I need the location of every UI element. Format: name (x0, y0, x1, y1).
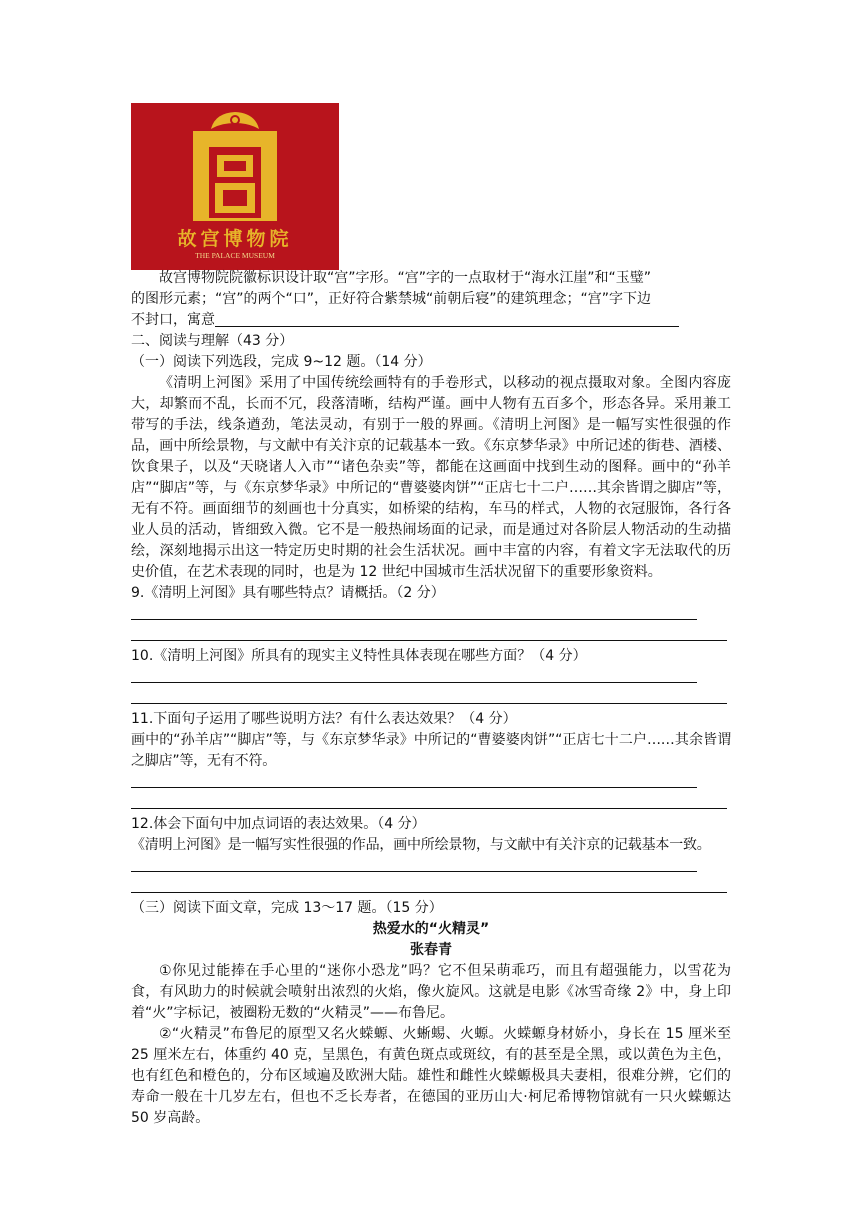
intro-line-1: 故宫博物院院徽标识设计取“宫”字形。“宫”字的一点取材于“海水江崖”和“玉璧” (159, 270, 652, 286)
answer-line[interactable] (131, 772, 731, 793)
question-12: 12.体会下面句中加点词语的表达效果。（4 分） (131, 816, 426, 832)
part1-title: （一）阅读下列选段，完成 9~12 题。（14 分） (131, 354, 432, 370)
article-paragraph-1: ①你见过能捧在手心里的“迷你小恐龙”吗？它不但呆萌乖巧，而且有超强能力，以雪花为食，有风助力的时候就会喷射出浓烈的火焰，像火旋风。这就是电影《冰雪奇缘 2》中，身上印着“火”字标记，被圈粉无数的“火精灵”——布鲁尼。 (131, 963, 731, 1021)
answer-line[interactable] (131, 793, 731, 814)
answer-blank[interactable] (215, 311, 679, 327)
passage-qingming: 《清明上河图》采用了中国传统绘画特有的手卷形式，以移动的视点摄取对象。全图内容庞大，却繁而不乱，长而不冗，段落清晰，结构严谨。画中人物有五百多个，形态各异。采用兼工带写的手法，线条遒劲，笔法灵动，有别于一般的界画。《清明上河图》是一幅写实性很强的作品，画中所绘景物，与文献中有关汴京的记载基本一致。《东京梦华录》中所记述的街巷、酒楼、饮食果子，以及“天晓诸人入市”“诸色杂卖”等，都能在这画面中找到生动的图释。画中的“孙羊店”“脚店”等，与《东京梦华录》中所记的“曹婆婆肉饼”“正店七十二户……其余皆谓之脚店”等，无有不符。画面细节的刻画也十分真实，如桥梁的结构，车马的样式，人物的衣冠服饰，各行各业人员的活动，皆细致入微。它不是一般热闹场面的记录，而是通过对各阶层人物活动的生动描绘，深刻地揭示出这一特定历史时期的社会生活状况。画中丰富的内容，有着文字无法取代的历史价值，在艺术表现的同时，也是为 12 世纪中国城市生活状况留下的重要形象资料。 (131, 375, 731, 580)
answer-line[interactable] (131, 856, 731, 877)
part3-title: （三）阅读下面文章，完成 13～17 题。（15 分） (131, 900, 443, 916)
intro-line-2: 的图形元素；“宫”的两个“口”，正好符合紫禁城“前朝后寝”的建筑理念；“宫”字下边 (131, 291, 652, 307)
question-11: 11.下面句子运用了哪些说明方法？有什么表达效果？（4 分） (131, 711, 517, 727)
answer-line[interactable] (131, 667, 731, 688)
question-11-quote: 画中的“孙羊店”“脚店”等，与《东京梦华录》中所记的“曹婆婆肉饼”“正店七十二户……其余皆谓之脚店”等，无有不符。 (131, 732, 731, 769)
article-title: 热爱水的“火精灵” (372, 921, 490, 937)
intro-line-3: 不封口，寓意 (131, 312, 215, 328)
article-author: 张春青 (410, 942, 452, 958)
question-10: 10.《清明上河图》所具有的现实主义特性具体表现在哪些方面？（4 分） (131, 648, 587, 664)
answer-line[interactable] (131, 877, 731, 898)
answer-line[interactable] (131, 625, 731, 646)
exam-page (131, 268, 731, 1129)
question-9: 9.《清明上河图》具有哪些特点？请概括。（2 分） (131, 585, 445, 601)
palace-museum-logo (131, 103, 339, 270)
answer-line[interactable] (131, 604, 731, 625)
section-title: 二、阅读与理解（43 分） (131, 333, 294, 349)
answer-line[interactable] (131, 688, 731, 709)
logo-name-en: THE PALACE MUSEUM (195, 251, 275, 260)
logo-name-cn: 故宫博物院 (177, 228, 293, 250)
article-paragraph-2: ②“火精灵”布鲁尼的原型又名火蝾螈、火蜥蜴、火螈。火蝾螈身材娇小，身长在 15 厘米至 25 厘米左右，体重约 40 克，呈黑色，有黄色斑点或斑纹，有的甚至是全黑，或以黄色为主色，也有红色和橙色的，分布区域遍及欧洲大陆。雄性和雌性火蝾螈极具夫妻相，很难分辨，它们的寿命一般在十几岁左右，但也不乏长寿者，在德国的亚历山大·柯尼希博物馆就有一只火蝾螈达 50 岁高龄。 (131, 1026, 731, 1126)
question-12-quote: 《清明上河图》是一幅写实性很强的作品，画中所绘景物，与文献中有关汴京的记载基本一致。 (131, 837, 711, 853)
